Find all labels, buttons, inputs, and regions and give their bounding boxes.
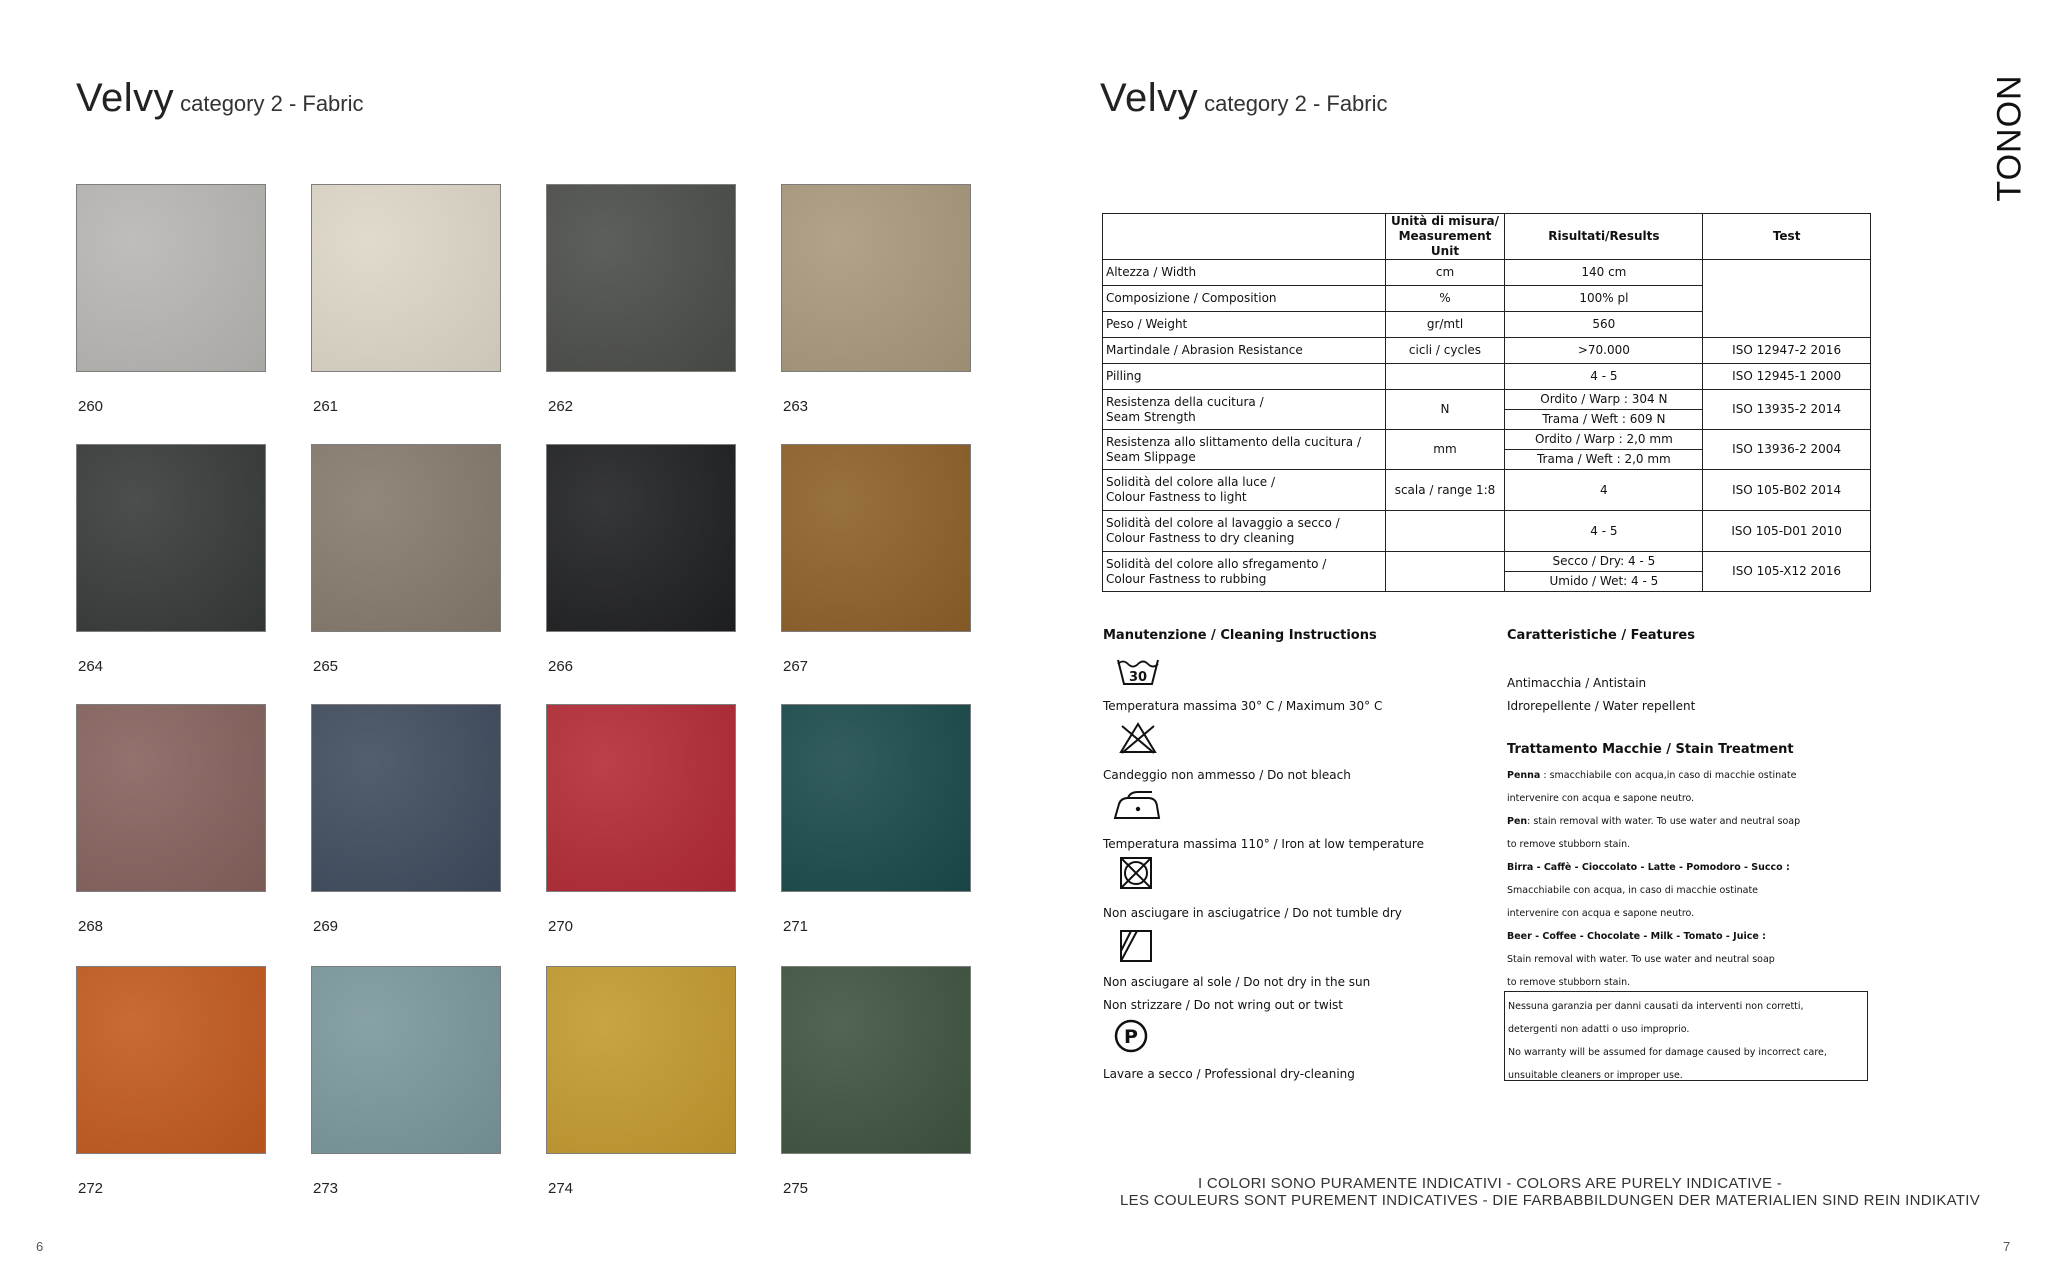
care-text-wash: Temperatura massima 30° C / Maximum 30° C — [1103, 699, 1383, 713]
table-row — [1103, 364, 1871, 390]
row-label: Solidità del colore alla luce / Colour Fastness to light — [1103, 470, 1386, 511]
row-label: Solidità del colore al lavaggio a secco / Colour Fastness to dry cleaning — [1103, 511, 1386, 552]
no-tumble-dry-icon — [1118, 855, 1154, 891]
row-result: Trama / Weft : 2,0 mm — [1505, 450, 1703, 470]
stain-food-en: Beer - Coffee - Chocolate - Milk - Tomato - Juice : — [1507, 931, 1766, 942]
header-results: Risultati/Results — [1505, 214, 1703, 260]
row-unit: cm — [1385, 260, 1505, 286]
row-label: Pilling — [1103, 364, 1386, 390]
fabric-swatch-261 — [311, 184, 501, 372]
row-unit — [1385, 552, 1505, 592]
table-row — [1103, 511, 1871, 552]
care-text-sun: Non asciugare al sole / Do not dry in the sun — [1103, 975, 1371, 989]
iron-low-icon — [1112, 788, 1162, 822]
row-label: Altezza / Width — [1103, 260, 1386, 286]
feature-item: Idrorepellente / Water repellent — [1507, 699, 1696, 713]
row-label: Martindale / Abrasion Resistance — [1103, 338, 1386, 364]
table-row — [1103, 470, 1871, 511]
row-label: Solidità del colore allo sfregamento / Colour Fastness to rubbing — [1103, 552, 1386, 592]
fabric-swatch-275 — [781, 966, 971, 1154]
fabric-swatch-272 — [76, 966, 266, 1154]
product-category: category 2 - Fabric — [180, 91, 364, 116]
stain-heading: Trattamento Macchie / Stain Treatment — [1507, 742, 1794, 757]
fabric-swatch-263 — [781, 184, 971, 372]
stain-pen-en: Pen: stain removal with water. To use water and neutral soap — [1507, 816, 1801, 827]
care-text-bleach: Candeggio non ammesso / Do not bleach — [1103, 768, 1351, 782]
stain-food-it: Birra - Caffè - Cioccolato - Latte - Pomodoro - Succo : — [1507, 862, 1790, 873]
warranty-line: detergenti non adatti o uso improprio. — [1508, 1024, 1690, 1035]
swatch-code: 273 — [313, 1180, 339, 1197]
row-result: 100% pl — [1505, 286, 1703, 312]
header-test: Test — [1703, 214, 1871, 260]
row-unit — [1385, 364, 1505, 390]
swatch-code: 262 — [548, 398, 574, 415]
row-label: Peso / Weight — [1103, 312, 1386, 338]
row-label: Resistenza della cucitura / Seam Strength — [1103, 390, 1386, 430]
fabric-swatch-271 — [781, 704, 971, 892]
page-number-right: 7 — [2003, 1239, 2011, 1254]
fabric-swatch-270 — [546, 704, 736, 892]
row-unit: scala / range 1:8 — [1385, 470, 1505, 511]
row-unit: N — [1385, 390, 1505, 430]
warranty-line: unsuitable cleaners or improper use. — [1508, 1070, 1683, 1081]
row-unit: mm — [1385, 430, 1505, 470]
table-row — [1103, 552, 1871, 572]
right-page-title — [1100, 76, 1388, 121]
table-row — [1103, 390, 1871, 410]
page-number-left: 6 — [36, 1239, 44, 1254]
row-unit: gr/mtl — [1385, 312, 1505, 338]
product-name: Velvy — [76, 76, 175, 120]
row-result: >70.000 — [1505, 338, 1703, 364]
row-result: 4 — [1505, 470, 1703, 511]
row-test: ISO 105-X12 2016 — [1703, 552, 1871, 592]
row-test: ISO 105-D01 2010 — [1703, 511, 1871, 552]
dry-clean-letter: P — [1124, 1026, 1138, 1048]
swatch-code: 265 — [313, 658, 339, 675]
fabric-swatch-260 — [76, 184, 266, 372]
left-page-title — [76, 76, 364, 121]
stain-food-en-text: Stain removal with water. To use water and neutral soap — [1507, 954, 1775, 965]
fabric-swatch-265 — [311, 444, 501, 632]
swatch-code: 264 — [78, 658, 104, 675]
fabric-swatch-274 — [546, 966, 736, 1154]
row-result: 4 - 5 — [1505, 364, 1703, 390]
disclaimer-line-2: LES COULEURS SONT PUREMENT INDICATIVES - DIE FARBABBILDUNGEN DER MATERIALIEN SIND REIN INDIKATIV — [1120, 1192, 1981, 1209]
row-result: 140 cm — [1505, 260, 1703, 286]
swatch-code: 275 — [783, 1180, 809, 1197]
no-bleach-icon — [1118, 721, 1158, 755]
swatch-code: 260 — [78, 398, 104, 415]
stain-pen-it: Penna : smacchiabile con acqua,in caso di macchie ostinate — [1507, 770, 1797, 781]
table-row — [1103, 338, 1871, 364]
swatch-code: 269 — [313, 918, 339, 935]
fabric-swatch-269 — [311, 704, 501, 892]
row-result: Ordito / Warp : 304 N — [1505, 390, 1703, 410]
care-text-tumble: Non asciugare in asciugatrice / Do not tumble dry — [1103, 906, 1402, 920]
row-result: Secco / Dry: 4 - 5 — [1505, 552, 1703, 572]
swatch-code: 267 — [783, 658, 809, 675]
swatch-code: 261 — [313, 398, 339, 415]
dry-in-shade-icon — [1118, 928, 1154, 964]
swatch-code: 271 — [783, 918, 809, 935]
care-text-iron: Temperatura massima 110° / Iron at low temperature — [1103, 837, 1424, 851]
fabric-swatch-273 — [311, 966, 501, 1154]
table-row — [1103, 260, 1871, 286]
header-blank — [1103, 214, 1386, 260]
brand-name: TONON — [1990, 74, 2029, 202]
brand-logo — [1990, 74, 2030, 202]
row-test: ISO 105-B02 2014 — [1703, 470, 1871, 511]
features-heading: Caratteristiche / Features — [1507, 628, 1695, 643]
warranty-line: Nessuna garanzia per danni causati da interventi non corretti, — [1508, 1001, 1804, 1012]
row-result: Trama / Weft : 609 N — [1505, 410, 1703, 430]
fabric-swatch-268 — [76, 704, 266, 892]
table-header-row — [1103, 214, 1871, 260]
fabric-swatch-266 — [546, 444, 736, 632]
row-test: ISO 12945-1 2000 — [1703, 364, 1871, 390]
swatch-code: 274 — [548, 1180, 574, 1197]
care-text-dryclean: Lavare a secco / Professional dry-cleaning — [1103, 1067, 1355, 1081]
row-result: 4 - 5 — [1505, 511, 1703, 552]
header-unit: Unità di misura/ Measurement Unit — [1385, 214, 1505, 260]
swatch-code: 270 — [548, 918, 574, 935]
stain-pen-en-2: to remove stubborn stain. — [1507, 839, 1631, 850]
swatch-code: 272 — [78, 1180, 104, 1197]
row-label: Composizione / Composition — [1103, 286, 1386, 312]
feature-item: Antimacchia / Antistain — [1507, 676, 1647, 690]
swatch-code: 268 — [78, 918, 104, 935]
wash-temperature: 30 — [1128, 670, 1148, 685]
stain-pen-it-2: intervenire con acqua e sapone neutro. — [1507, 793, 1695, 804]
disclaimer-line-1: I COLORI SONO PURAMENTE INDICATIVI - COLORS ARE PURELY INDICATIVE - — [1197, 1175, 1783, 1192]
row-label: Resistenza allo slittamento della cucitura / Seam Slippage — [1103, 430, 1386, 470]
row-test: ISO 13935-2 2014 — [1703, 390, 1871, 430]
fabric-swatch-267 — [781, 444, 971, 632]
row-unit: % — [1385, 286, 1505, 312]
fabric-swatch-262 — [546, 184, 736, 372]
row-result: Umido / Wet: 4 - 5 — [1505, 572, 1703, 592]
row-unit — [1385, 511, 1505, 552]
row-result: Ordito / Warp : 2,0 mm — [1505, 430, 1703, 450]
product-category: category 2 - Fabric — [1204, 91, 1388, 116]
table-row — [1103, 430, 1871, 450]
warranty-line: No warranty will be assumed for damage caused by incorrect care, — [1508, 1047, 1827, 1058]
row-result: 560 — [1505, 312, 1703, 338]
stain-food-it-text: Smacchiabile con acqua, in caso di macchie ostinate — [1507, 885, 1759, 896]
warranty-box — [1504, 991, 1868, 1081]
fabric-swatch-264 — [76, 444, 266, 632]
row-test: ISO 13936-2 2004 — [1703, 430, 1871, 470]
stain-food-en-text-2: to remove stubborn stain. — [1507, 977, 1631, 988]
swatch-code: 266 — [548, 658, 574, 675]
row-test-empty — [1703, 260, 1871, 338]
wash-30-icon — [1115, 656, 1161, 688]
row-unit: cicli / cycles — [1385, 338, 1505, 364]
specifications-table — [1102, 213, 1871, 592]
product-name: Velvy — [1100, 76, 1199, 120]
care-text-wring: Non strizzare / Do not wring out or twist — [1103, 998, 1343, 1012]
row-test: ISO 12947-2 2016 — [1703, 338, 1871, 364]
stain-food-it-text-2: intervenire con acqua e sapone neutro. — [1507, 908, 1695, 919]
swatch-code: 263 — [783, 398, 809, 415]
cleaning-heading: Manutenzione / Cleaning Instructions — [1103, 628, 1377, 643]
disclaimer — [1120, 1175, 1981, 1209]
professional-dry-clean-icon — [1112, 1017, 1150, 1055]
